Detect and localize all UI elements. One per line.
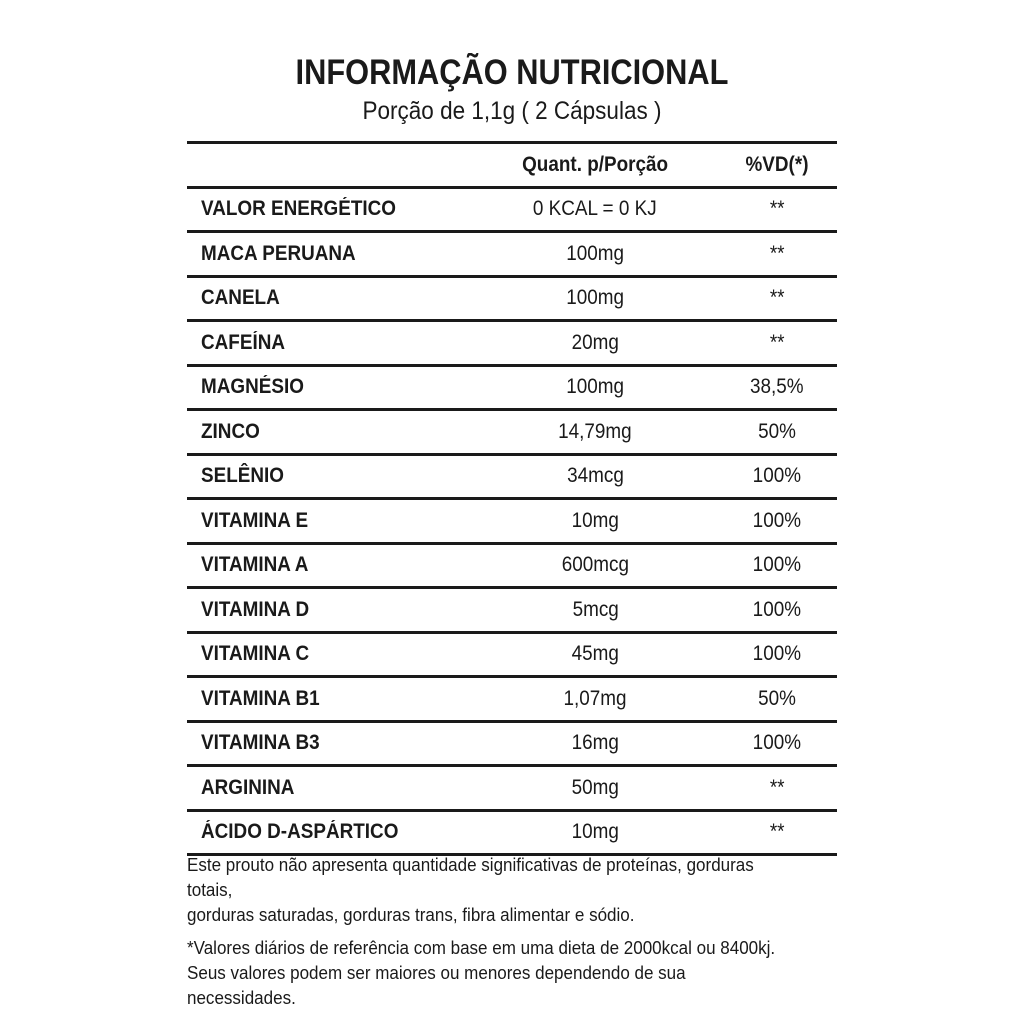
table-row — [187, 276, 837, 321]
table-row — [187, 632, 837, 677]
nutrient-quantity: 20mg — [473, 321, 717, 366]
column-header-quantity: Quant. p/Porção — [473, 143, 717, 188]
table-row — [187, 454, 837, 499]
nutrient-quantity: 45mg — [473, 632, 717, 677]
table-row — [187, 721, 837, 766]
serving-size: Porção de 1,1g ( 2 Cápsulas ) — [362, 97, 662, 125]
footnote-daily-values — [187, 935, 794, 1010]
nutrient-daily-value: 100% — [717, 454, 837, 499]
table-row — [187, 321, 837, 366]
nutrient-quantity: 600mcg — [473, 543, 717, 588]
nutrient-quantity: 50mg — [473, 766, 717, 811]
nutrient-daily-value: 50% — [717, 677, 837, 722]
column-header-nutrient — [187, 143, 473, 188]
footnote-daily-values-line1: *Valores diários de referência com base em uma dieta de 2000kcal ou 8400kj. — [187, 937, 776, 958]
nutrient-quantity: 16mg — [473, 721, 717, 766]
table-row — [187, 499, 837, 544]
nutrient-name: MACA PERUANA — [187, 232, 473, 277]
label-title: INFORMAÇÃO NUTRICIONAL — [295, 53, 729, 92]
nutrient-quantity: 1,07mg — [473, 677, 717, 722]
table-row — [187, 810, 837, 855]
nutrient-daily-value: ** — [717, 232, 837, 277]
nutrient-name: VITAMINA B3 — [187, 721, 473, 766]
table-row — [187, 588, 837, 633]
table-row — [187, 677, 837, 722]
footnotes — [187, 852, 847, 1018]
table-row — [187, 187, 837, 232]
nutrient-name: VALOR ENERGÉTICO — [187, 187, 473, 232]
nutrient-daily-value: 100% — [717, 721, 837, 766]
nutrient-name: MAGNÉSIO — [187, 365, 473, 410]
nutrient-name: VITAMINA C — [187, 632, 473, 677]
footnote-nutrients-line2: gorduras saturadas, gorduras trans, fibra alimentar e sódio. — [187, 904, 635, 925]
nutrient-quantity: 10mg — [473, 499, 717, 544]
table-row — [187, 232, 837, 277]
nutrient-name: CAFEÍNA — [187, 321, 473, 366]
nutrient-daily-value: ** — [717, 276, 837, 321]
nutrient-name: SELÊNIO — [187, 454, 473, 499]
nutrient-quantity: 0 KCAL = 0 KJ — [473, 187, 717, 232]
nutrient-quantity: 100mg — [473, 365, 717, 410]
nutrient-daily-value: ** — [717, 766, 837, 811]
column-header-daily-value: %VD(*) — [717, 143, 837, 188]
nutrition-table — [187, 141, 837, 856]
table-header-row — [187, 143, 837, 188]
nutrient-daily-value: ** — [717, 187, 837, 232]
nutrient-name: VITAMINA E — [187, 499, 473, 544]
nutrient-quantity: 100mg — [473, 232, 717, 277]
nutrient-daily-value: 38,5% — [717, 365, 837, 410]
nutrient-daily-value: ** — [717, 810, 837, 855]
table-row — [187, 766, 837, 811]
nutrient-daily-value: 50% — [717, 410, 837, 455]
nutrient-name: VITAMINA D — [187, 588, 473, 633]
nutrient-name: CANELA — [187, 276, 473, 321]
nutrient-daily-value: 100% — [717, 632, 837, 677]
nutrient-quantity: 14,79mg — [473, 410, 717, 455]
footnote-daily-values-line2: Seus valores podem ser maiores ou menores dependendo de sua necessidades. — [187, 962, 686, 1008]
nutrition-label-header — [187, 52, 837, 126]
footnote-nutrients-line1: Este prouto não apresenta quantidade significativas de proteínas, gorduras totais, — [187, 854, 754, 900]
nutrient-quantity: 5mcg — [473, 588, 717, 633]
nutrient-name: VITAMINA A — [187, 543, 473, 588]
nutrient-name: ZINCO — [187, 410, 473, 455]
table-row — [187, 365, 837, 410]
nutrient-quantity: 100mg — [473, 276, 717, 321]
footnote-nutrients — [187, 852, 794, 927]
nutrient-name: ÁCIDO D-ASPÁRTICO — [187, 810, 473, 855]
nutrient-daily-value: ** — [717, 321, 837, 366]
table-row — [187, 410, 837, 455]
nutrient-name: ARGININA — [187, 766, 473, 811]
nutrient-daily-value: 100% — [717, 499, 837, 544]
table-row — [187, 543, 837, 588]
nutrient-quantity: 34mcg — [473, 454, 717, 499]
nutrient-name: VITAMINA B1 — [187, 677, 473, 722]
nutrient-daily-value: 100% — [717, 543, 837, 588]
nutrient-daily-value: 100% — [717, 588, 837, 633]
nutrient-quantity: 10mg — [473, 810, 717, 855]
